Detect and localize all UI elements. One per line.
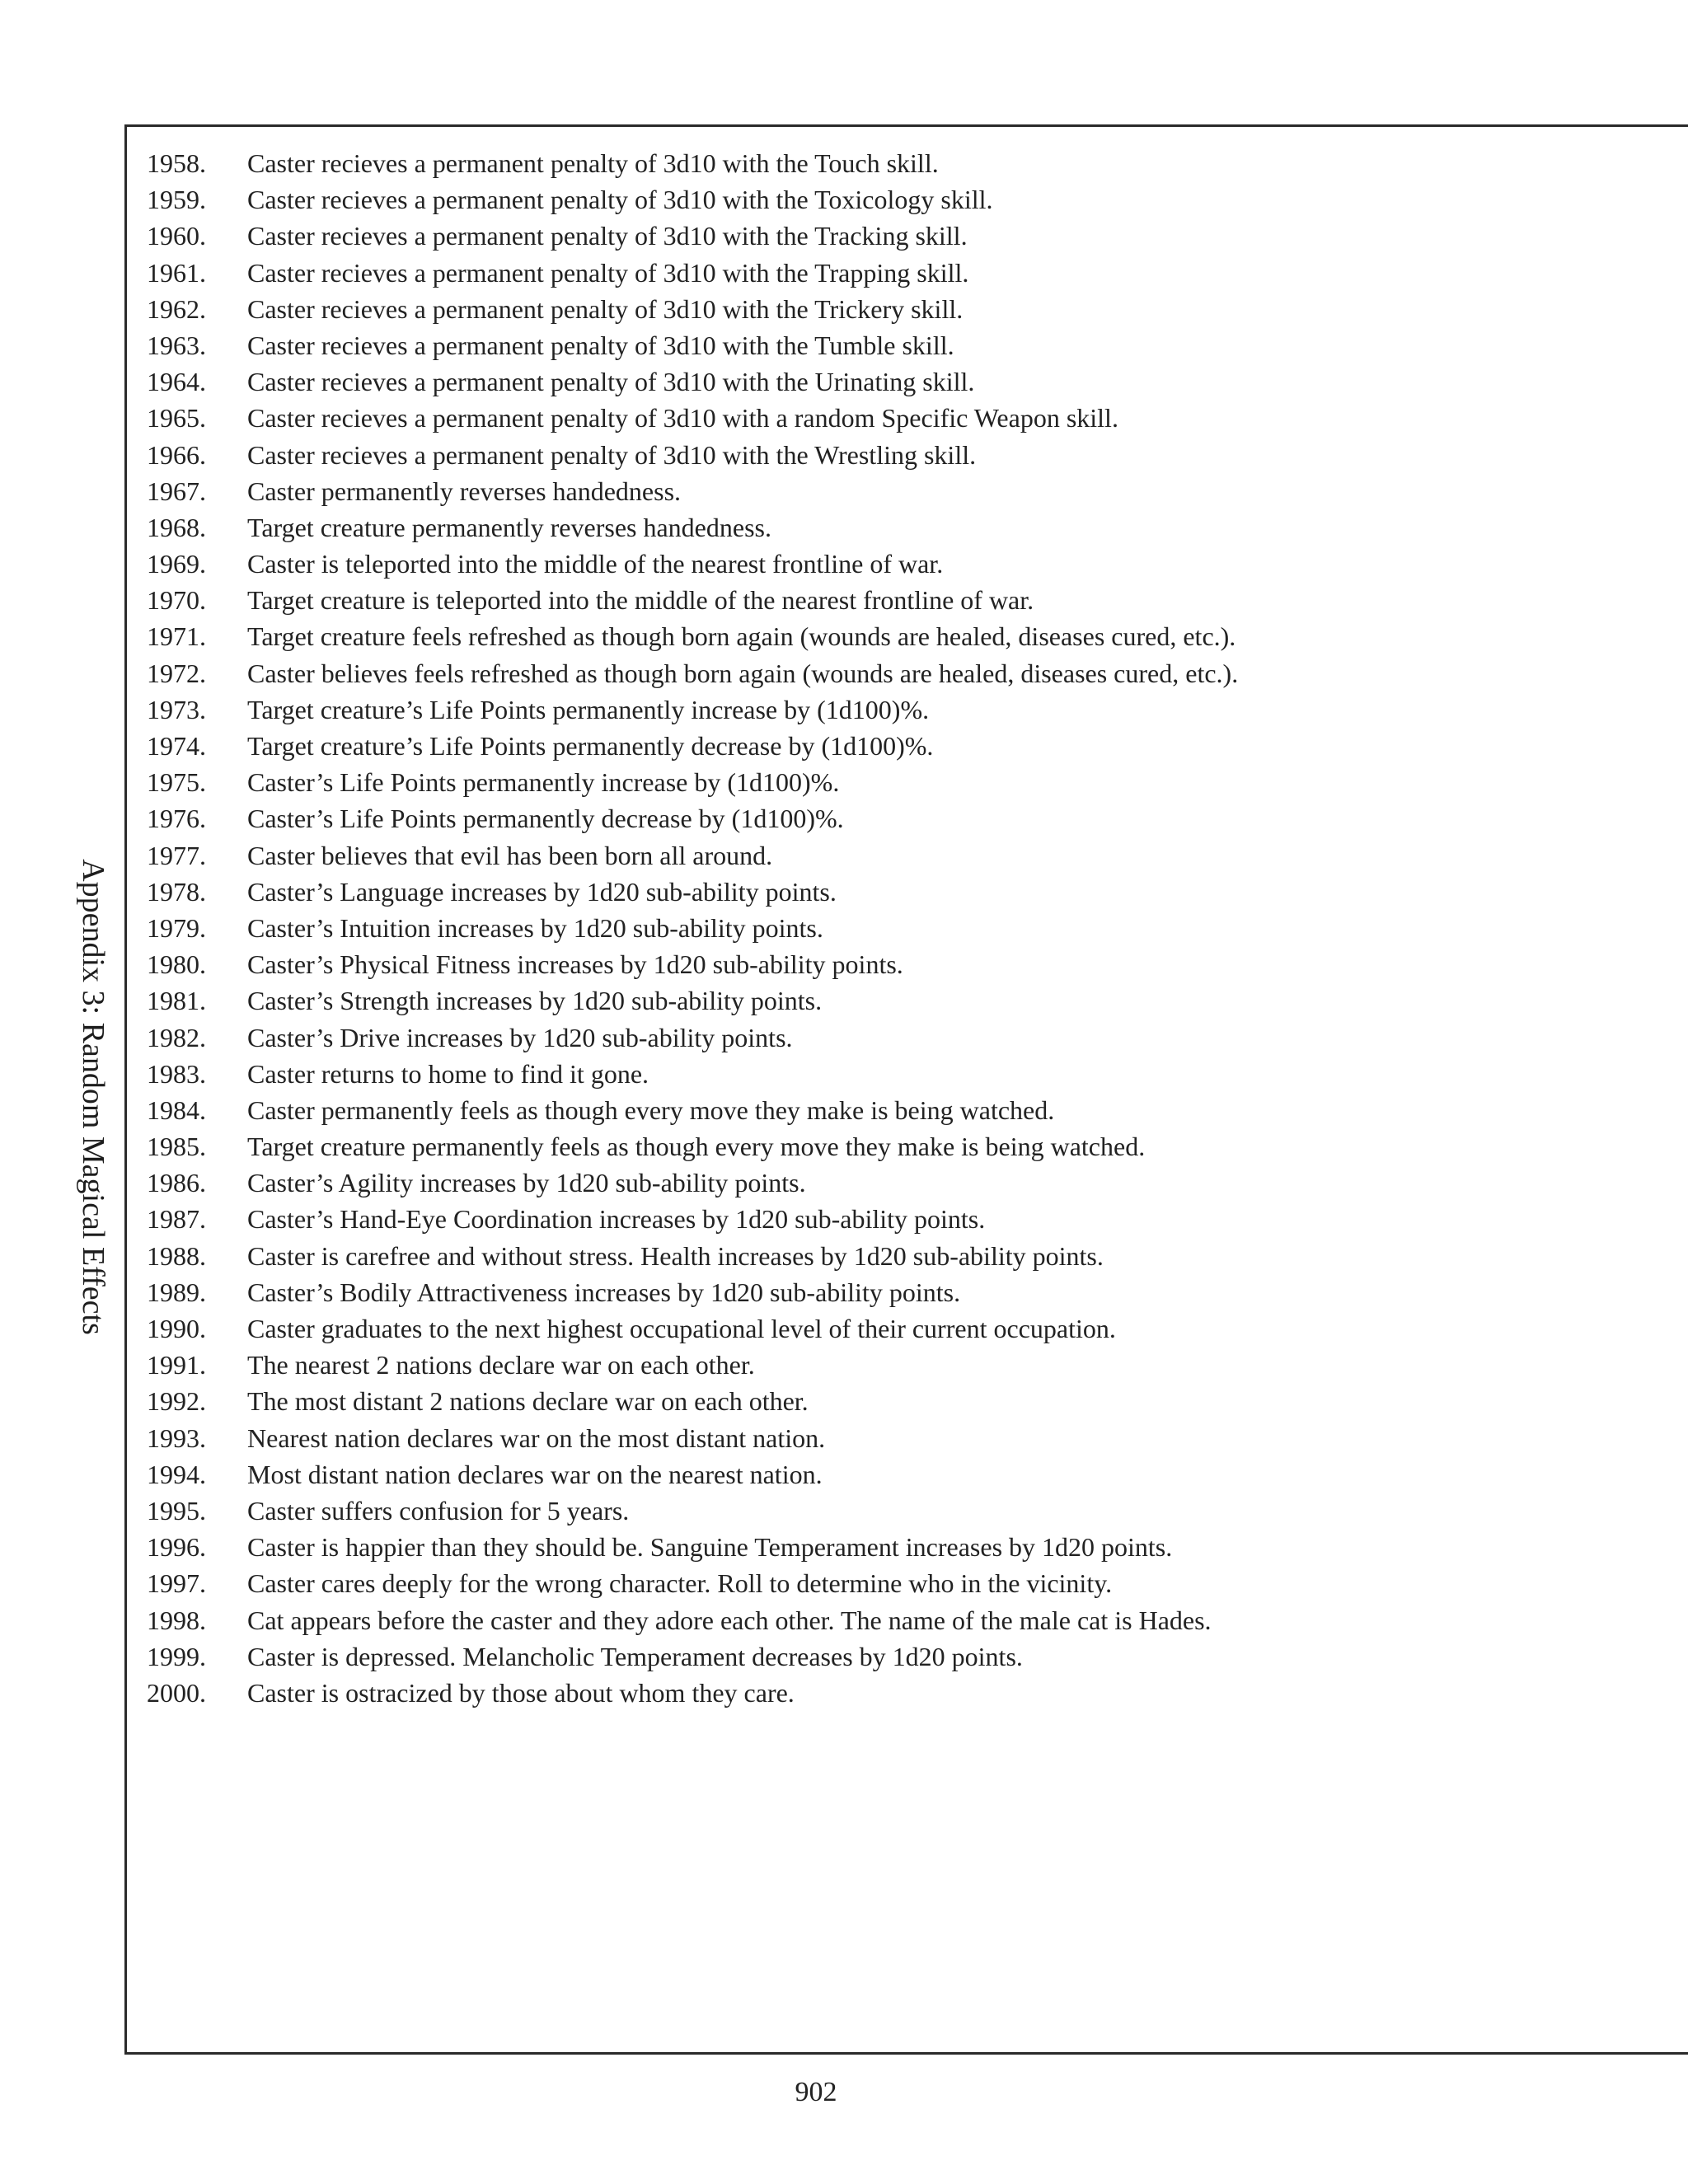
list-item [147,1638,1238,1675]
list-item [147,218,1238,254]
entry-number: 1972. [147,658,206,688]
entry-text: Target creature permanently reverses handedness. [247,512,771,542]
list-item [147,1056,1238,1092]
list-item [147,728,1238,764]
entry-number: 1996. [147,1532,206,1563]
list-item [147,910,1238,946]
entry-number: 1973. [147,694,206,724]
list-item [147,1420,1238,1456]
list-item [147,764,1238,800]
entry-text: Caster believes feels refreshed as though born again (wounds are healed, diseases cured, etc.). [247,658,1239,688]
side-title: Appendix 3: Random Magical Effects [76,859,110,1335]
entry-number: 1976. [147,804,206,834]
entry-text: Caster is depressed. Melancholic Temperament decreases by 1d20 points. [247,1641,1023,1671]
list-item [147,837,1238,874]
entry-text: Caster cares deeply for the wrong character. Roll to determine who in the vicinity. [247,1568,1113,1599]
list-item [147,1383,1238,1419]
entry-text: Caster’s Drive increases by 1d20 sub-ability points. [247,1022,793,1052]
list-item [147,1675,1238,1711]
list-item [147,1274,1238,1310]
entry-text: Caster recieves a permanent penalty of 3d10 with the Tumble skill. [247,330,954,360]
entry-text: Target creature feels refreshed as though born again (wounds are healed, diseases cured, etc.). [247,621,1236,652]
list-item [147,363,1238,400]
entry-number: 1993. [147,1422,206,1453]
entry-number: 1974. [147,731,206,761]
list-item [147,1310,1238,1347]
entry-text: Caster permanently reverses handedness. [247,476,682,506]
page-number: 902 [795,2077,837,2107]
list-item [147,982,1238,1019]
list-item [147,1602,1238,1638]
entry-text: Caster’s Agility increases by 1d20 sub-ability points. [247,1168,806,1198]
entry-text: Caster’s Intuition increases by 1d20 sub-ability points. [247,912,823,943]
entry-text: Caster is ostracized by those about whom they care. [247,1677,795,1708]
entry-number: 1963. [147,330,206,360]
list-item [147,874,1238,910]
entry-text: Target creature permanently feels as though every move they make is being watched. [247,1132,1146,1162]
entry-number: 1960. [147,221,206,251]
list-item [147,800,1238,837]
list-item [147,946,1238,982]
entry-number: 1978. [147,876,206,907]
list-item [147,1128,1238,1165]
entry-text: Caster’s Physical Fitness increases by 1d20 sub-ability points. [247,949,903,980]
list-item [147,473,1238,509]
entry-number: 1988. [147,1240,206,1271]
entry-number: 1997. [147,1568,206,1599]
list-item [147,1565,1238,1601]
list-item [147,546,1238,582]
entry-number: 1966. [147,439,206,470]
entry-text: Caster’s Life Points permanently increase by (1d100)%. [247,767,840,798]
entry-number: 1986. [147,1168,206,1198]
entry-text: The nearest 2 nations declare war on each other. [247,1350,755,1380]
entry-text: Caster recieves a permanent penalty of 3d10 with the Urinating skill. [247,367,975,397]
entry-number: 1958. [147,148,206,178]
entry-text: Target creature is teleported into the middle of the nearest frontline of war. [247,585,1034,616]
entry-text: Cat appears before the caster and they adore each other. The name of the male cat is Hades. [247,1605,1212,1635]
list-item [147,1165,1238,1201]
entry-number: 1975. [147,767,206,798]
list-item [147,181,1238,218]
entry-number: 1990. [147,1314,206,1343]
list-item [147,509,1238,546]
list-item [147,437,1238,473]
entry-number: 1962. [147,293,206,324]
list-item [147,582,1238,618]
entry-text: Caster permanently feels as though every move they make is being watched. [247,1094,1055,1125]
entry-number: 1961. [147,257,206,288]
entry-number: 1969. [147,549,206,579]
list-item [147,1529,1238,1565]
entry-number: 1967. [147,476,206,506]
entry-number: 1982. [147,1022,206,1052]
entry-number: 1964. [147,367,206,397]
list-item [147,1019,1238,1056]
entry-number: 1959. [147,185,206,215]
list-item [147,400,1238,436]
entry-text: Caster graduates to the next highest occupational level of their current occupation. [247,1314,1116,1343]
entry-text: Caster recieves a permanent penalty of 3d10 with a random Specific Weapon skill. [247,403,1118,434]
entry-text: Caster suffers confusion for 5 years. [247,1495,630,1526]
entry-text: Target creature’s Life Points permanently increase by (1d100)%. [247,694,930,724]
entry-text: Most distant nation declares war on the nearest nation. [247,1459,823,1489]
entry-text: Caster’s Hand-Eye Coordination increases by 1d20 sub-ability points. [247,1204,986,1235]
entry-number: 1995. [147,1495,206,1526]
list-item [147,691,1238,728]
list-item [147,1201,1238,1237]
list-item [147,1347,1238,1383]
list-item [147,1238,1238,1274]
entry-text: Caster recieves a permanent penalty of 3d10 with the Trickery skill. [247,293,964,324]
entry-number: 1968. [147,512,206,542]
list-item [147,255,1238,291]
entry-number: 1979. [147,912,206,943]
list-item [147,1493,1238,1529]
entry-number: 1984. [147,1094,206,1125]
entry-text: Caster is teleported into the middle of the nearest frontline of war. [247,549,944,579]
entry-number: 1980. [147,949,206,980]
entry-number: 1987. [147,1204,206,1235]
entry-number: 1970. [147,585,206,616]
entry-text: Caster’s Language increases by 1d20 sub-ability points. [247,876,837,907]
entry-text: Nearest nation declares war on the most distant nation. [247,1422,826,1453]
list-item [147,655,1238,691]
entry-number: 1983. [147,1058,206,1089]
entry-text: Caster recieves a permanent penalty of 3d10 with the Trapping skill. [247,257,969,288]
entry-number: 1991. [147,1350,206,1380]
entry-text: Caster recieves a permanent penalty of 3d10 with the Toxicology skill. [247,185,993,215]
entry-number: 1985. [147,1132,206,1162]
entry-text: Caster’s Strength increases by 1d20 sub-ability points. [247,986,823,1016]
entry-text: Target creature’s Life Points permanently decrease by (1d100)%. [247,731,934,761]
entry-text: Caster returns to home to find it gone. [247,1058,649,1089]
entry-number: 1977. [147,840,206,870]
entry-number: 1999. [147,1641,206,1671]
entry-number: 1994. [147,1459,206,1489]
entry-number: 1992. [147,1386,206,1417]
entry-number: 2000. [147,1677,206,1708]
effects-list [147,145,1238,1711]
entry-number: 1998. [147,1605,206,1635]
list-item [147,291,1238,327]
list-item [147,1092,1238,1128]
list-item [147,618,1238,654]
entry-text: Caster recieves a permanent penalty of 3d10 with the Tracking skill. [247,221,968,251]
entry-number: 1989. [147,1277,206,1307]
entry-text: The most distant 2 nations declare war on each other. [247,1386,809,1417]
entry-text: Caster recieves a permanent penalty of 3d10 with the Touch skill. [247,148,939,178]
entry-text: Caster recieves a permanent penalty of 3d10 with the Wrestling skill. [247,439,977,470]
entry-number: 1971. [147,621,206,652]
entry-text: Caster believes that evil has been born all around. [247,840,773,870]
entry-text: Caster’s Bodily Attractiveness increases by 1d20 sub-ability points. [247,1277,961,1307]
list-item [147,1456,1238,1493]
list-item [147,327,1238,363]
entry-text: Caster’s Life Points permanently decrease by (1d100)%. [247,804,844,834]
entry-text: Caster is happier than they should be. Sanguine Temperament increases by 1d20 points. [247,1532,1173,1563]
entry-number: 1965. [147,403,206,434]
entry-text: Caster is carefree and without stress. Health increases by 1d20 sub-ability points. [247,1240,1104,1271]
list-item [147,145,1238,181]
entry-number: 1981. [147,986,206,1016]
